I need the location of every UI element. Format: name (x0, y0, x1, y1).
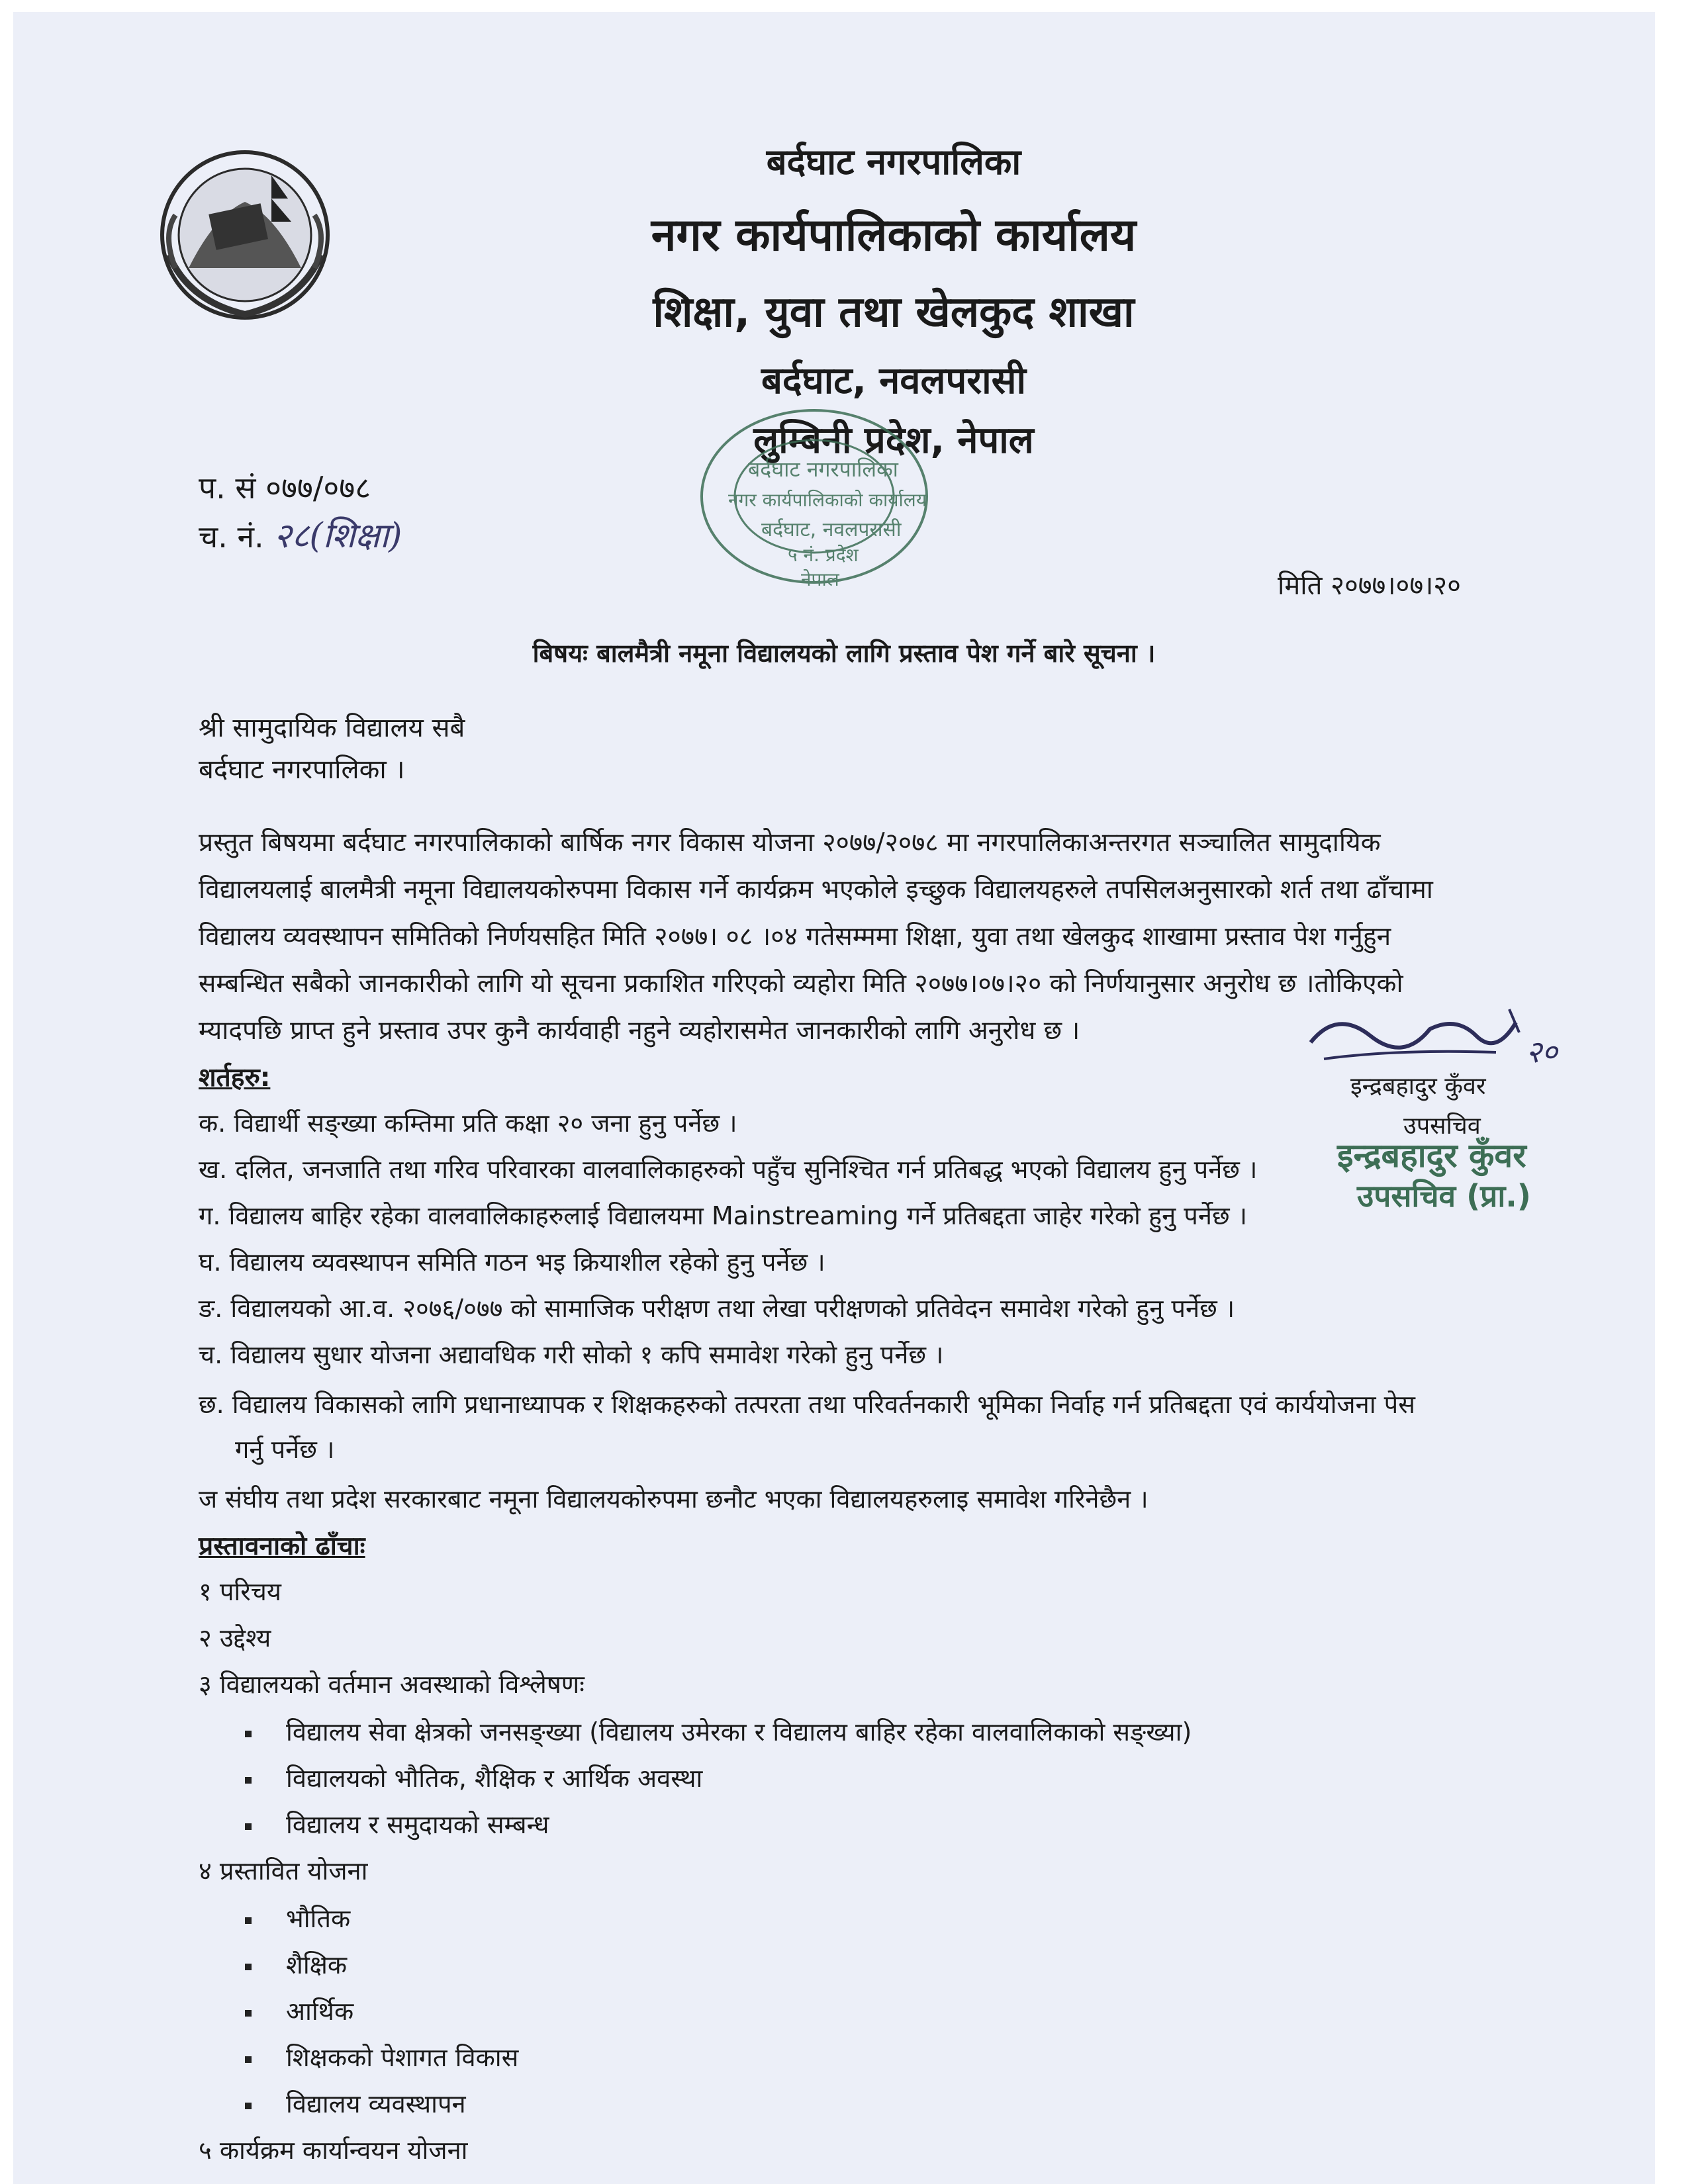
province-name: लुम्बिनी प्रदेश, नेपाल (753, 419, 1034, 462)
proposal-bullet (245, 1807, 549, 1841)
bullet-text: विद्यालय सेवा क्षेत्रको जनसङ्ख्या (विद्यालय उमेरका र विद्यालय बाहिर रहेका वालवालिकाको सङ्ख्या) (286, 1717, 1192, 1747)
letter-number-value: ०७७/०७८ (265, 470, 371, 506)
conditions-heading: शर्तहरु: (199, 1063, 271, 1093)
proposal-bullet (245, 1947, 347, 1981)
addressee-line-2: बर्दघाट नगरपालिका । (199, 754, 405, 785)
proposal-item: ५ कार्यक्रम कार्यान्वयन योजना (199, 2136, 468, 2165)
body-line: विद्यालय व्यवस्थापन समितिको निर्णयसहित मिति २०७७। ०८ ।०४ गतेसम्ममा शिक्षा, युवा तथा खेलकुद शाखामा प्रस्ताव पेश गर्नुहुन (199, 922, 1391, 952)
bullet-text: शिक्षकको पेशागत विकास (286, 2043, 519, 2072)
bullet-icon (245, 2056, 252, 2063)
proposal-item: १ परिचय (199, 1577, 281, 1606)
condition-item: ग. विद्यालय बाहिर रहेका वालवालिकाहरुलाई विद्यालयमा Mainstreaming गर्ने प्रतिबद्दता जाहेर गरेको हुनु पर्नेछ । (199, 1201, 1248, 1230)
addressee-line-1: श्री सामुदायिक विद्यालय सबै (199, 713, 465, 743)
body-line: विद्यालयलाई बालमैत्री नमूना विद्यालयकोरुपमा विकास गर्ने कार्यक्रम भएकोले इच्छुक विद्यालयहरुले तपसिलअनुसारको शर्त तथा ढाँचामा (199, 875, 1433, 905)
bullet-text: भौतिक (286, 1904, 351, 1933)
dispatch-number-label: च. नं. (199, 519, 264, 555)
signatory-name: इन्द्रबहादुर कुँवर (1350, 1073, 1486, 1100)
dispatch-number (199, 511, 402, 558)
bullet-icon (245, 2010, 252, 2017)
proposal-heading: प्रस्तावनाको ढाँचाः (199, 1531, 365, 1561)
proposal-item: ३ विद्यालयको वर्तमान अवस्थाको विश्लेषणः (199, 1670, 585, 1699)
stamp-text: नेपाल (801, 569, 839, 590)
bullet-icon (245, 1731, 252, 1737)
letter-number (199, 467, 371, 508)
proposal-bullet (245, 1760, 702, 1795)
body-line: म्यादपछि प्राप्त हुने प्रस्ताव उपर कुनै कार्यवाही नहुने व्यहोरासमेत जानकारीको लागि अनुरोध छ । (199, 1016, 1080, 1046)
bullet-text: विद्यालय व्यवस्थापन (286, 2089, 466, 2118)
body-line: प्रस्तुत बिषयमा बर्दघाट नगरपालिकाको बार्षिक नगर विकास योजना २०७७/२०७८ मा नगरपालिकाअन्तरगत सञ्चालित सामुदायिक (199, 828, 1381, 858)
proposal-item: २ उद्देश्य (199, 1623, 271, 1653)
section-name: शिक्षा, युवा तथा खेलकुद शाखा (653, 288, 1135, 337)
letter-date: मिति २०७७।०७।२० (1278, 570, 1461, 601)
bullet-text: विद्यालय र समुदायको सम्बन्ध (286, 1810, 549, 1839)
proposal-bullet (245, 2086, 466, 2120)
stamp-text: बर्दघाट, नवलपरासी (761, 518, 902, 541)
stamp-text: नगर कार्यपालिकाको कार्यालय (728, 489, 927, 511)
proposal-bullet (245, 1993, 353, 2028)
subject-line: बिषयः बालमैत्री नमूना विद्यालयको लागि प्रस्ताव पेश गर्ने बारे सूचना । (532, 639, 1156, 668)
proposal-item: ४ प्रस्तावित योजना (199, 1856, 368, 1886)
municipality-name: बर्दघाट नगरपालिका (766, 141, 1021, 183)
stamp-text: बर्दघाट नगरपालिका (748, 457, 898, 482)
condition-item: छ. विद्यालय विकासको लागि प्रधानाध्यापक र शिक्षकहरुको तत्परता तथा परिवर्तनकारी भूमिका निर्वाह गर्न प्रतिबद्दता एवं कार्ययोजना पेस (199, 1390, 1415, 1419)
letter-number-label: प. सं (199, 470, 256, 506)
stamp-text: ५ नं. प्रदेश (788, 544, 859, 566)
handwritten-signature-icon (1297, 996, 1589, 1075)
office-name: नगर कार्यपालिकाको कार्यालय (651, 209, 1137, 261)
bullet-text: विद्यालयको भौतिक, शैक्षिक र आर्थिक अवस्था (286, 1764, 703, 1793)
condition-item: ज संघीय तथा प्रदेश सरकारबाट नमूना विद्यालयकोरुपमा छनौट भएका विद्यालयहरुलाइ समावेश गरिनेछैन । (199, 1484, 1149, 1514)
bullet-icon (245, 2103, 252, 2109)
bullet-text: आर्थिक (286, 1997, 354, 2026)
condition-item: च. विद्यालय सुधार योजना अद्यावधिक गरी सोको १ कपि समावेश गरेको हुनु पर्नेछ । (199, 1340, 944, 1369)
signature-date: २० (1526, 1034, 1558, 1069)
office-stamp-icon (688, 397, 940, 596)
proposal-bullet (245, 2040, 518, 2074)
bullet-icon (245, 1917, 252, 1924)
signatory-title: उपसचिव (1403, 1113, 1481, 1140)
proposal-bullet (245, 1901, 350, 1935)
condition-continuation: गर्नु पर्नेछ । (235, 1435, 335, 1464)
bullet-icon (245, 1964, 252, 1970)
condition-item: घ. विद्यालय व्यवस्थापन समिति गठन भइ क्रियाशील रहेको हुनु पर्नेछ । (199, 1248, 825, 1277)
proposal-bullet (245, 1714, 1192, 1749)
signatory-stamp-name: इन्द्रबहादुर कुँवर (1337, 1136, 1526, 1175)
nepal-government-emblem-icon (149, 136, 341, 328)
body-line: सम्बन्धित सबैको जानकारीको लागि यो सूचना प्रकाशित गरिएको व्यहोरा मिति २०७७।०७।२० को निर्णयानुसार अनुरोध छ ।तोकिएको (199, 969, 1403, 999)
condition-item: क. विद्यार्थी सङ्ख्या कम्तिमा प्रति कक्षा २० जना हुनु पर्नेछ । (199, 1109, 737, 1138)
bullet-icon (245, 1777, 252, 1784)
bullet-text: शैक्षिक (286, 1950, 348, 1979)
signatory-stamp-title: उपसचिव (प्रा.) (1357, 1178, 1531, 1214)
bullet-icon (245, 1823, 252, 1830)
dispatch-number-value: २८(शिक्षा) (273, 516, 402, 556)
place-name: बर्दघाट, नवलपरासी (761, 359, 1027, 402)
condition-item: ख. दलित, जनजाति तथा गरिव परिवारका वालवालिकाहरुको पहुँच सुनिश्चित गर्न प्रतिबद्ध भएको विद्यालय हुनु पर्नेछ । (199, 1155, 1258, 1184)
condition-item: ङ. विद्यालयको आ.व. २०७६/०७७ को सामाजिक परीक्षण तथा लेखा परीक्षणको प्रतिवेदन समावेश गरेको हुनु पर्नेछ । (199, 1294, 1235, 1323)
